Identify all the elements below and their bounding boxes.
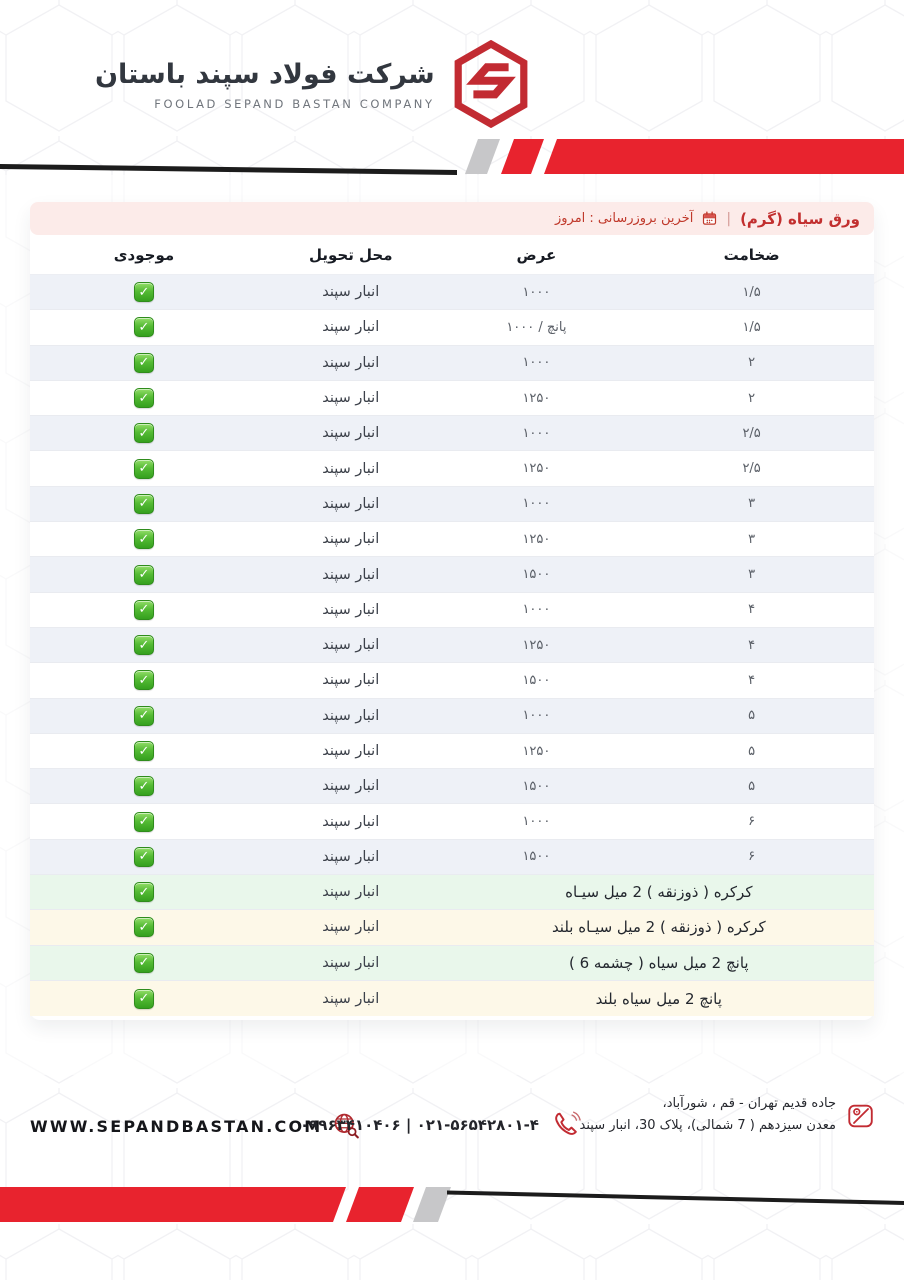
phone-numbers[interactable]: ۰۹۹۶۳۴۱۰۴۰۶ | ۰۲۱-۵۶۵۴۲۸۰۱-۴ [300,1116,539,1134]
stock-cell [30,741,258,761]
thickness-cell: ۴ [748,602,756,618]
stock-cell [30,388,258,408]
width-cell: ۱۲۵۰ [522,390,551,406]
phone-block [300,1110,581,1140]
delivery-location-cell: انبار سپند [322,919,380,936]
delivery-location-cell: انبار سپند [322,601,380,618]
available-check-icon: ✓ [134,882,154,902]
width-cell: ۱۰۰۰ [522,425,551,441]
thickness-cell: ۶ [748,814,756,830]
available-check-icon: ✓ [134,459,154,479]
width-cell: ۱۰۰۰ [522,814,551,830]
delivery-location-cell: انبار سپند [322,319,380,336]
delivery-location-cell: انبار سپند [322,284,380,301]
delivery-location-cell: انبار سپند [322,990,380,1007]
available-check-icon: ✓ [134,917,154,937]
width-cell: ۱۵۰۰ [522,849,551,865]
address-line-1: جاده قدیم تهران - قم ، شورآباد، [662,1096,836,1111]
top-banner-stripes [0,135,904,180]
available-check-icon: ✓ [134,494,154,514]
delivery-location-cell: انبار سپند [322,390,380,407]
delivery-location-cell: انبار سپند [322,672,380,689]
table-title-bar [30,202,874,235]
available-check-icon: ✓ [134,706,154,726]
thickness-cell: ۴ [748,637,756,653]
stock-cell [30,812,258,832]
table-row [30,804,874,839]
available-check-icon: ✓ [134,635,154,655]
page-header [95,40,531,128]
width-cell: ۱۵۰۰ [522,778,551,794]
thickness-cell: ۲/۵ [742,425,761,441]
stock-cell [30,353,258,373]
available-check-icon: ✓ [134,282,154,302]
available-check-icon: ✓ [134,529,154,549]
width-cell: ۱۰۰۰ [522,708,551,724]
table-row [30,310,874,345]
product-name-cell: کرکره ( ذوزنقه ) 2 میل سیـاه [565,883,753,902]
hexagon-s-logo-icon [451,40,531,128]
stock-cell [30,600,258,620]
title-separator: | [726,210,732,227]
table-row [30,593,874,628]
stock-cell [30,494,258,514]
stock-cell [30,529,258,549]
delivery-location-cell: انبار سپند [322,778,380,795]
product-name-cell: کرکره ( ذوزنقه ) 2 میل سیـاه بلند [551,918,766,937]
width-cell: ۱۲۵۰ [522,461,551,477]
delivery-location-cell: انبار سپند [322,460,380,477]
available-check-icon: ✓ [134,741,154,761]
address-line-2: معدن سیزدهم ( 7 شمالی)، پلاک 30، انبار سپند [579,1118,836,1133]
stock-cell [30,953,258,973]
table-row [30,769,874,804]
last-update-label: آخرین بروزرسانی : امروز [554,211,694,226]
thickness-cell: ۳ [748,567,756,583]
delivery-location-cell: انبار سپند [322,531,380,548]
table-row-special-product [30,981,874,1016]
width-cell: ۱۵۰۰ [522,567,551,583]
stock-cell [30,565,258,585]
product-name-cell: پانچ 2 میل سیاه ( چشمه 6 ) [568,953,749,972]
bottom-banner-stripes [0,1183,904,1233]
width-cell: ۱۰۰۰ [522,602,551,618]
available-check-icon: ✓ [134,812,154,832]
stock-cell [30,776,258,796]
table-body [30,275,874,1016]
stock-cell [30,670,258,690]
table-row [30,840,874,875]
available-check-icon: ✓ [134,423,154,443]
map-location-icon [846,1101,876,1131]
calendar-icon [702,211,717,226]
table-row [30,628,874,663]
table-row [30,416,874,451]
table-row [30,346,874,381]
delivery-location-cell: انبار سپند [322,637,380,654]
available-check-icon: ✓ [134,388,154,408]
width-cell: ۱۵۰۰ [522,672,551,688]
price-table-card [30,202,874,1020]
width-cell: ۱۲۵۰ [522,531,551,547]
company-name-en: FOOLAD SEPAND BASTAN COMPANY [154,97,435,112]
thickness-cell: ۵ [748,708,756,724]
table-row [30,663,874,698]
width-cell: ۱۲۵۰ [522,637,551,653]
width-cell: ۱۰۰۰ [522,355,551,371]
thickness-cell: ۵ [748,743,756,759]
available-check-icon: ✓ [134,353,154,373]
width-cell: ۱۲۵۰ [522,743,551,759]
table-row [30,275,874,310]
available-check-icon: ✓ [134,953,154,973]
company-name-fa: شرکت فولاد سپند باستان [95,58,435,90]
available-check-icon: ✓ [134,989,154,1009]
thickness-cell: ۲/۵ [742,461,761,477]
thickness-cell: ۵ [748,778,756,794]
available-check-icon: ✓ [134,670,154,690]
table-row-special-product [30,875,874,910]
col-header-thickness: ضخامت [723,245,780,264]
col-header-width: عرض [516,245,557,264]
stock-cell [30,882,258,902]
width-cell: پانچ / ۱۰۰۰ [506,319,567,335]
stock-cell [30,282,258,302]
table-row-special-product [30,946,874,981]
table-header-row [30,235,874,275]
thickness-cell: ۳ [748,531,756,547]
delivery-location-cell: انبار سپند [322,884,380,901]
delivery-location-cell: انبار سپند [322,848,380,865]
table-row [30,451,874,486]
delivery-location-cell: انبار سپند [322,425,380,442]
thickness-cell: ۱/۵ [742,319,761,335]
thickness-cell: ۲ [748,390,756,406]
table-row [30,381,874,416]
table-row [30,699,874,734]
table-row [30,522,874,557]
stock-cell [30,989,258,1009]
stock-cell [30,317,258,337]
available-check-icon: ✓ [134,600,154,620]
delivery-location-cell: انبار سپند [322,954,380,971]
thickness-cell: ۴ [748,672,756,688]
delivery-location-cell: انبار سپند [322,707,380,724]
stock-cell [30,635,258,655]
thickness-cell: ۳ [748,496,756,512]
delivery-location-cell: انبار سپند [322,566,380,583]
width-cell: ۱۰۰۰ [522,496,551,512]
table-row-special-product [30,910,874,945]
stock-cell [30,847,258,867]
available-check-icon: ✓ [134,317,154,337]
thickness-cell: ۱/۵ [742,284,761,300]
stock-cell [30,423,258,443]
stock-cell [30,706,258,726]
product-name-cell: پانچ 2 میل سیاه بلند [595,989,722,1008]
table-title: ورق سیاه (گرم) [740,209,860,228]
thickness-cell: ۲ [748,355,756,371]
website-url[interactable]: WWW.SEPANDBASTAN.COM [30,1116,323,1136]
width-cell: ۱۰۰۰ [522,284,551,300]
col-header-delivery: محل تحویل [308,245,393,264]
delivery-location-cell: انبار سپند [322,495,380,512]
available-check-icon: ✓ [134,565,154,585]
table-row [30,557,874,592]
address-block [580,1093,876,1137]
col-header-stock: موجودی [113,245,175,264]
delivery-location-cell: انبار سپند [322,354,380,371]
stock-cell [30,459,258,479]
address-text [580,1093,836,1137]
phone-icon [551,1110,581,1140]
available-check-icon: ✓ [134,776,154,796]
company-name-block [95,57,435,111]
table-row [30,734,874,769]
available-check-icon: ✓ [134,847,154,867]
table-row [30,487,874,522]
delivery-location-cell: انبار سپند [322,743,380,759]
delivery-location-cell: انبار سپند [322,813,380,830]
thickness-cell: ۶ [748,849,756,865]
stock-cell [30,917,258,937]
